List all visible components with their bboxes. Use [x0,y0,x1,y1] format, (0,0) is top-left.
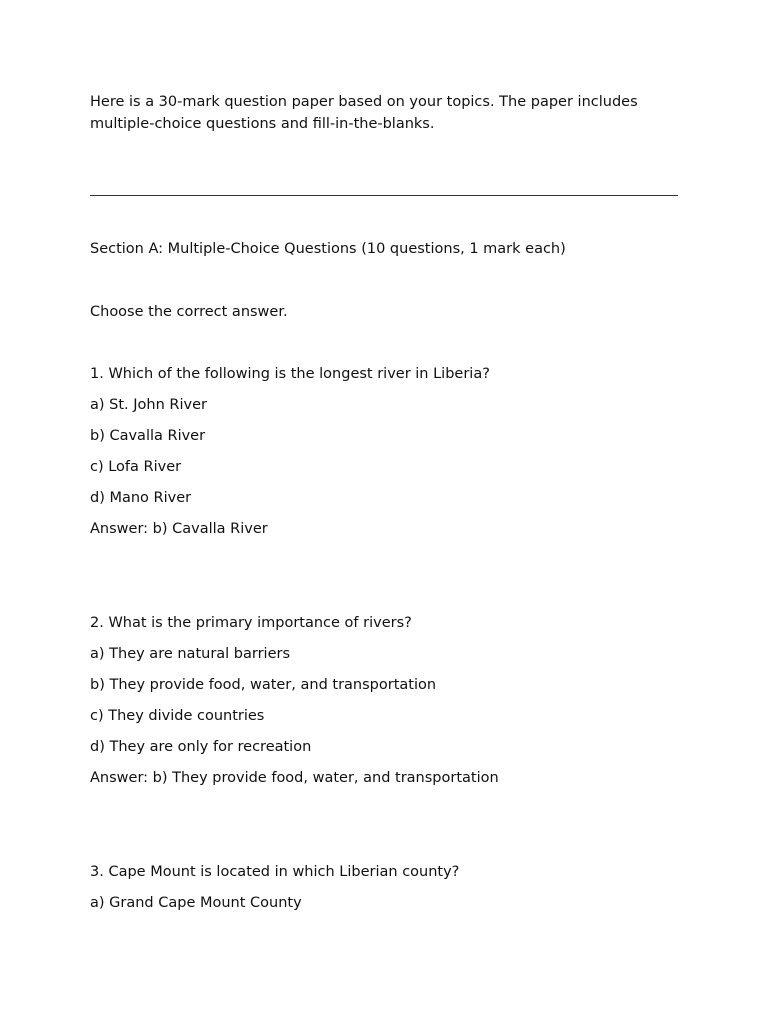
section-a-heading: Section A: Multiple-Choice Questions (10 questions, 1 mark each) [90,241,566,257]
question-1-option-b: b) Cavalla River [90,428,206,444]
question-2-option-a: a) They are natural barriers [90,646,291,662]
question-2-answer: Answer: b) They provide food, water, and transportation [90,770,499,786]
question-1-text: 1. Which of the following is the longest river in Liberia? [90,366,490,382]
section-a-instruction: Choose the correct answer. [90,304,288,320]
question-2-option-d: d) They are only for recreation [90,739,312,755]
question-2-option-b: b) They provide food, water, and transportation [90,677,437,693]
question-3-option-a: a) Grand Cape Mount County [90,895,302,911]
question-1-option-a: a) St. John River [90,397,207,413]
question-1-option-d: d) Mano River [90,490,192,506]
horizontal-divider [90,195,678,196]
intro-paragraph: Here is a 30-mark question paper based on your topics. The paper includes multiple-choice questions and fill-in-the-blanks. [90,94,638,132]
question-1-answer: Answer: b) Cavalla River [90,521,268,537]
question-2-option-c: c) They divide countries [90,708,265,724]
question-2-text: 2. What is the primary importance of rivers? [90,615,412,631]
question-1-option-c: c) Lofa River [90,459,182,475]
question-3-text: 3. Cape Mount is located in which Liberian county? [90,864,460,880]
